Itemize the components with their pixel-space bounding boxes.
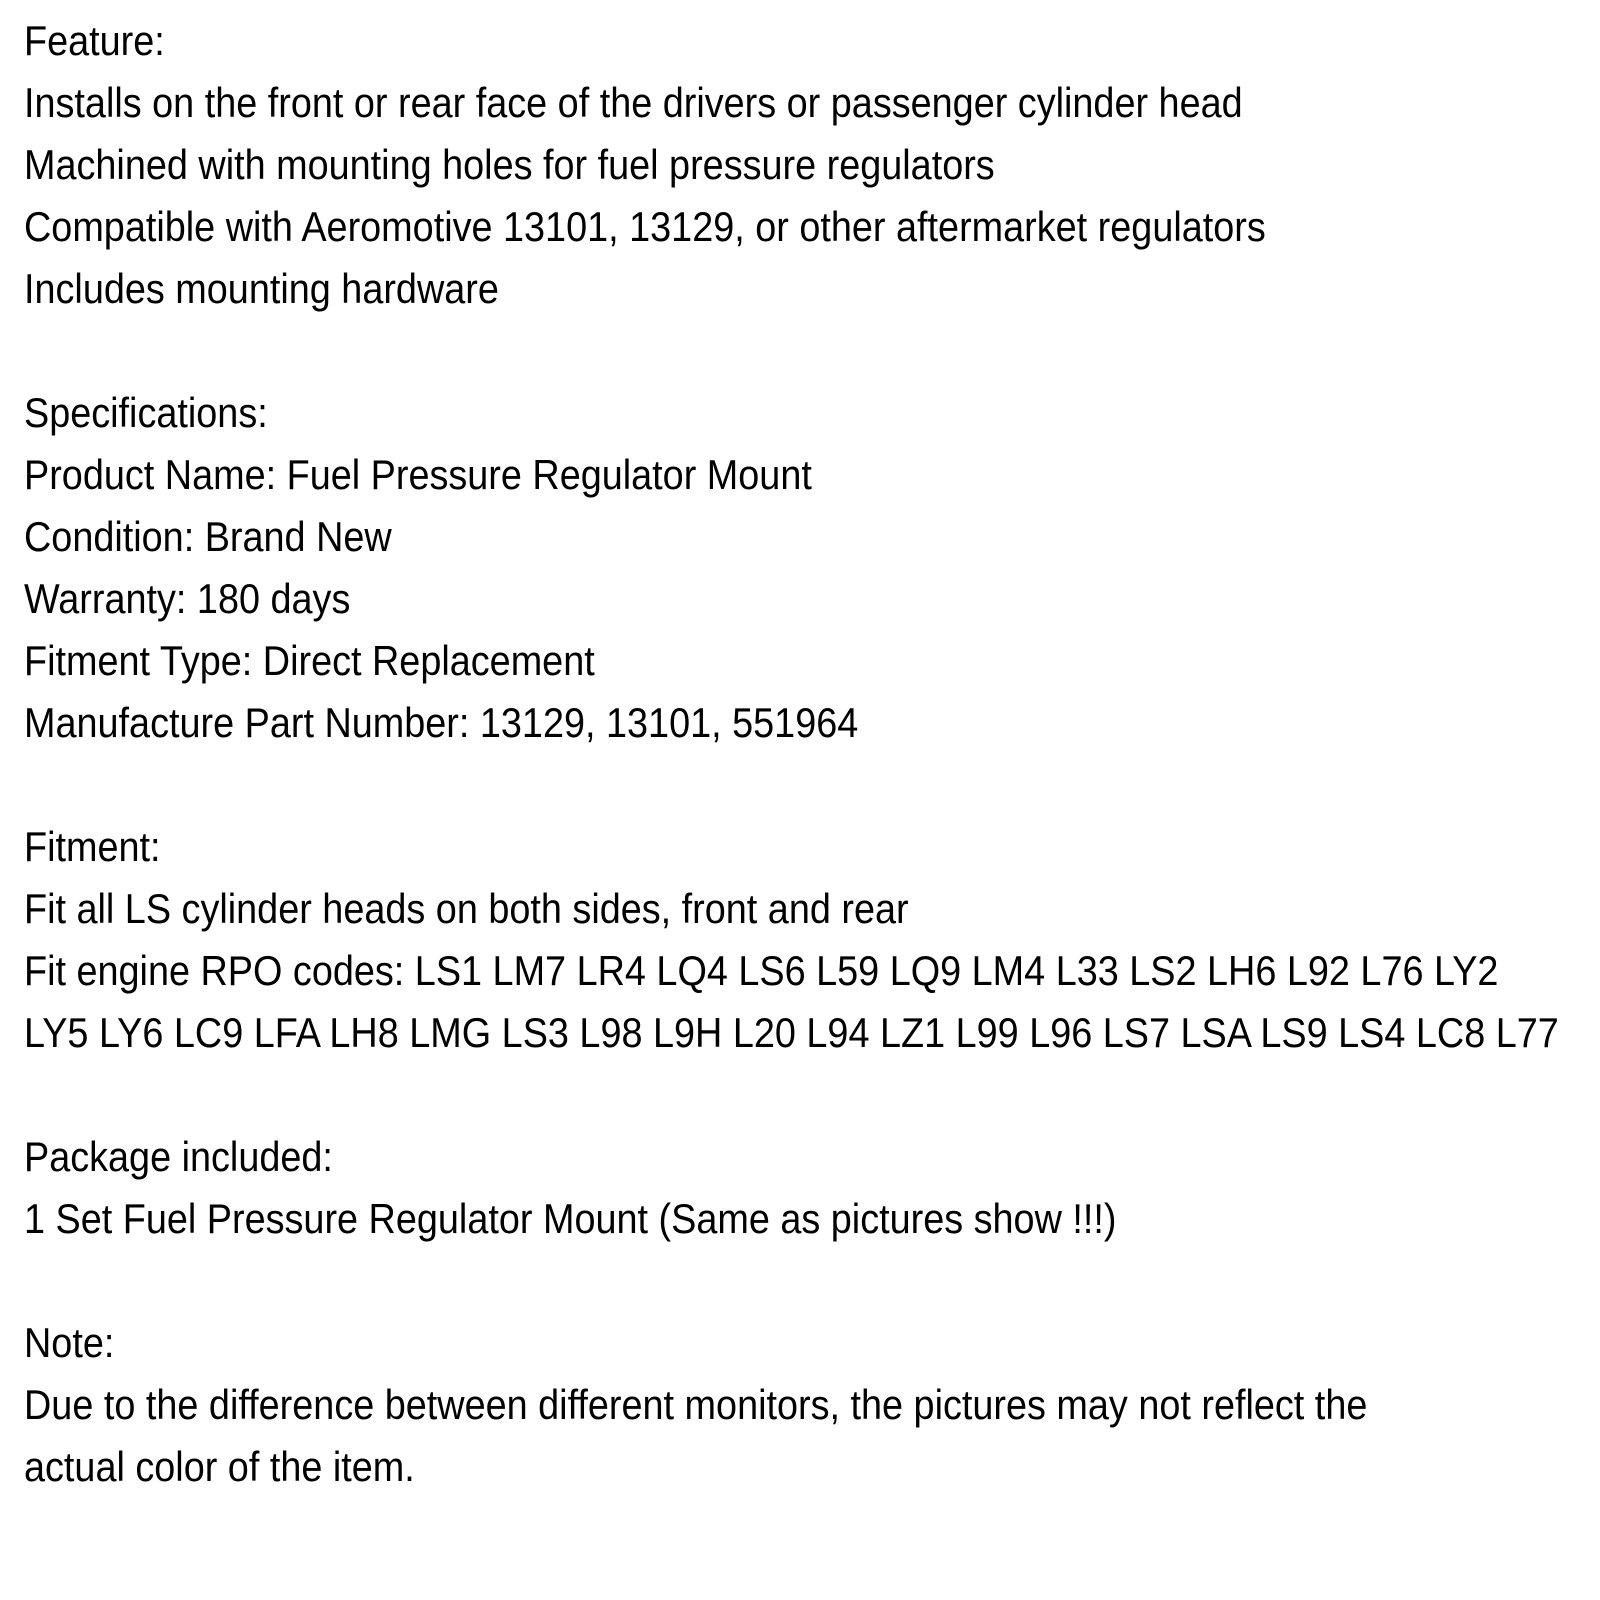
text-line: Warranty: 180 days — [24, 575, 351, 622]
document-text-block — [24, 10, 1559, 1498]
text-line: Machined with mounting holes for fuel pressure regulators — [24, 141, 995, 188]
section-package-included — [24, 1126, 1442, 1250]
text-line: Includes mounting hardware — [24, 265, 499, 312]
text-line: Product Name: Fuel Pressure Regulator Mount — [24, 451, 812, 498]
text-line: actual color of the item. — [24, 1443, 415, 1490]
text-line: Fit all LS cylinder heads on both sides, front and rear — [24, 885, 909, 932]
section-heading: Feature: — [24, 17, 165, 64]
section-fitment — [24, 816, 1559, 1064]
section-note — [24, 1312, 1442, 1498]
section-heading: Note: — [24, 1319, 115, 1366]
section-specifications — [24, 382, 1442, 754]
text-line: Fit engine RPO codes: LS1 LM7 LR4 LQ4 LS6 L59 LQ9 LM4 L33 LS2 LH6 L92 L76 LY2 — [24, 947, 1499, 994]
section-heading: Specifications: — [24, 389, 268, 436]
text-line: Fitment Type: Direct Replacement — [24, 637, 595, 684]
text-line: 1 Set Fuel Pressure Regulator Mount (Same as pictures show !!!) — [24, 1195, 1117, 1242]
text-line: Due to the difference between different monitors, the pictures may not reflect the — [24, 1381, 1368, 1428]
text-line: Condition: Brand New — [24, 513, 392, 560]
section-feature — [24, 10, 1442, 320]
section-heading: Fitment: — [24, 823, 161, 870]
text-line: LY5 LY6 LC9 LFA LH8 LMG LS3 L98 L9H L20 L94 LZ1 L99 L96 LS7 LSA LS9 LS4 LC8 L77 — [24, 1009, 1559, 1056]
text-line: Installs on the front or rear face of the drivers or passenger cylinder head — [24, 79, 1243, 126]
section-heading: Package included: — [24, 1133, 333, 1180]
text-line: Manufacture Part Number: 13129, 13101, 551964 — [24, 699, 859, 746]
text-line: Compatible with Aeromotive 13101, 13129, or other aftermarket regulators — [24, 203, 1266, 250]
